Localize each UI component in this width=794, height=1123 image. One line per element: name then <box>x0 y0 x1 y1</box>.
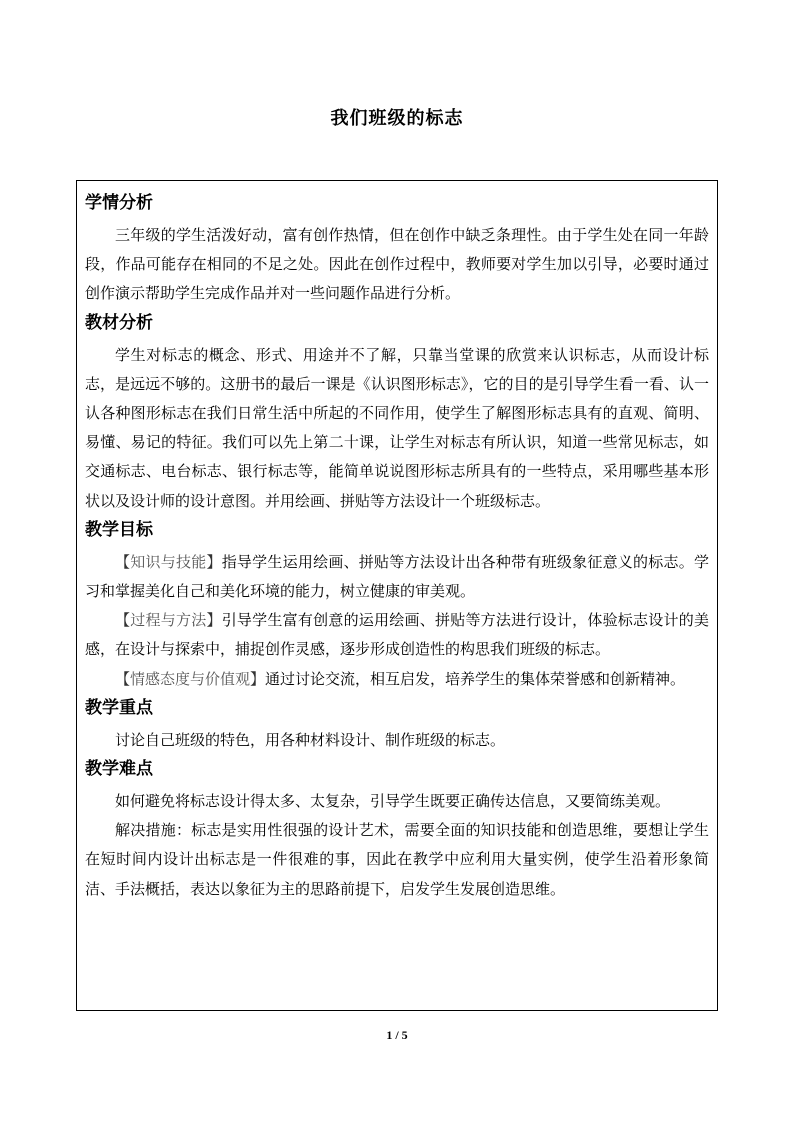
section-heading: 学情分析 <box>85 193 153 213</box>
section-key-points <box>85 694 709 755</box>
bracket-close: 】 <box>206 611 222 630</box>
section-heading: 教学目标 <box>85 519 153 540</box>
goal-text: 通过讨论交流，相互启发，培养学生的集体荣誉感和创新精神。 <box>265 669 686 688</box>
section-material-analysis <box>85 309 709 516</box>
goal-process-method <box>85 606 709 664</box>
section-paragraph: 三年级的学生活泼好动，富有创作热情，但在创作中缺乏条理性。由于学生处在同一年龄段，作品可能存在相同的不足之处。因此在创作过程中，教师要对学生加以引导，必要时通过创作演示帮助学生完成作品并对一些问题作品进行分析。 <box>85 226 709 303</box>
goal-knowledge-skills <box>85 548 709 606</box>
page-number: 1 / 5 <box>386 1028 408 1042</box>
section-heading: 教材分析 <box>85 312 153 333</box>
bracket-open: 【 <box>115 552 131 571</box>
goal-tag: 情感态度与价值观 <box>130 669 251 688</box>
section-paragraph: 讨论自己班级的特色，用各种材料设计、制作班级的标志。 <box>115 730 506 749</box>
document-title: 我们班级的标志 <box>330 108 464 129</box>
bracket-close: 】 <box>206 552 222 571</box>
goal-attitude-values <box>85 665 709 694</box>
section-paragraph: 如何避免将标志设计得太多、太复杂，引导学生既要正确传达信息，又要简练美观。 <box>115 792 671 811</box>
section-paragraph: 学生对标志的概念、形式、用途并不了解，只靠当堂课的欣赏来认识标志，从而设计标志，是远远不够的。这册书的最后一课是《认识图形标志》，它的目的是引导学生看一看、认一认各种图形标志在我们日常生活中所起的不同作用，使学生了解图形标志具有的直观、简明、易懂、易记的特征。我们可以先上第二十课，让学生对标志有所认识，知道一些常见标志，如交通标志、电台标志、银行标志等，能简单说说图形标志所具有的一些特点，采用哪些基本形状以及设计师的设计意图。并用绘画、拼贴等方法设计一个班级标志。 <box>85 345 709 510</box>
bracket-open: 【 <box>115 669 131 688</box>
section-heading: 教学难点 <box>85 759 153 780</box>
lesson-content-box <box>76 180 718 1011</box>
bracket-close: 】 <box>250 669 266 688</box>
bracket-open: 【 <box>115 611 131 630</box>
section-paragraph: 解决措施：标志是实用性很强的设计艺术，需要全面的知识技能和创造思维，要想让学生在短时间内设计出标志是一件很难的事，因此在教学中应利用大量实例，使学生沿着形象简洁、手法概括，表达以象征为主的思路前提下，启发学生发展创造思维。 <box>85 821 709 898</box>
section-student-analysis <box>85 189 709 309</box>
goal-tag: 过程与方法 <box>130 611 207 630</box>
section-teaching-goals <box>85 516 709 694</box>
section-difficulties <box>85 755 709 904</box>
goal-tag: 知识与技能 <box>130 552 207 571</box>
goal-text: 指导学生运用绘画、拼贴等方法设计出各种带有班级象征意义的标志。学习和掌握美化自己和美化环境的能力，树立健康的审美观。 <box>85 552 709 601</box>
section-heading: 教学重点 <box>85 697 153 718</box>
goal-text: 引导学生富有创意的运用绘画、拼贴等方法进行设计，体验标志设计的美感，在设计与探索中，捕捉创作灵感，逐步形成创造性的构思我们班级的标志。 <box>85 611 709 659</box>
